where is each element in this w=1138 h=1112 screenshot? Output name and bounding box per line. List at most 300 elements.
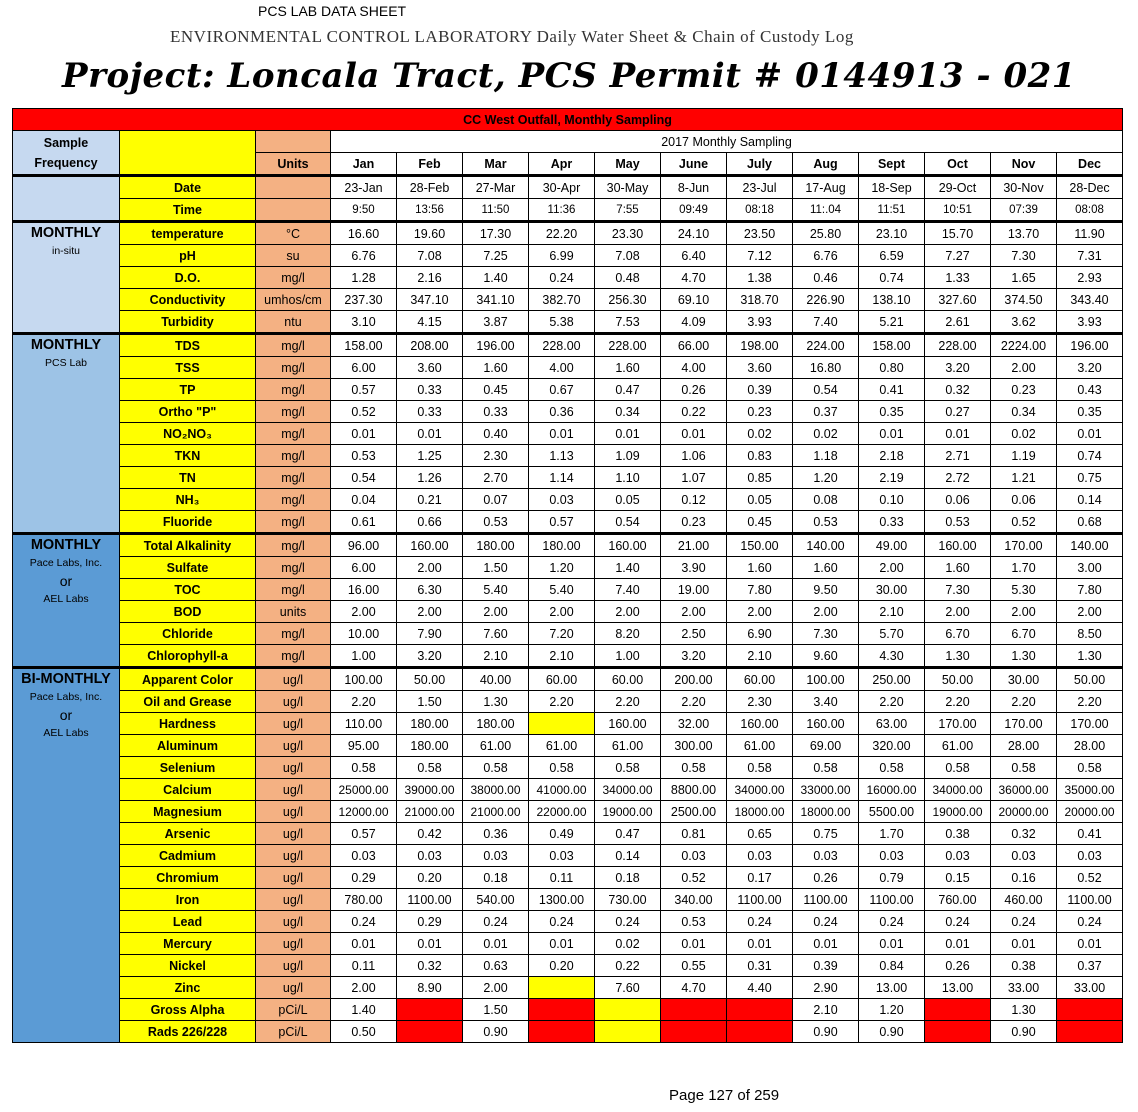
parameter-name: Apparent Color (120, 668, 256, 691)
value-cell: 237.30 (331, 289, 397, 311)
value-cell: 0.90 (991, 1021, 1057, 1043)
value-cell: 0.26 (661, 379, 727, 401)
value-cell: 0.65 (727, 823, 793, 845)
units-cell (256, 176, 331, 199)
value-cell: 1.00 (595, 645, 661, 668)
unit-cell: units (256, 601, 331, 623)
parameter-name: BOD (120, 601, 256, 623)
value-cell: 16.00 (331, 579, 397, 601)
value-cell: 2.71 (925, 445, 991, 467)
value-cell: 0.38 (991, 955, 1057, 977)
value-cell: 347.10 (397, 289, 463, 311)
value-cell: 196.00 (1057, 334, 1123, 357)
value-cell: 20000.00 (1057, 801, 1123, 823)
value-cell: 30.00 (859, 579, 925, 601)
value-cell: 374.50 (991, 289, 1057, 311)
value-cell: 382.70 (529, 289, 595, 311)
value-cell (727, 1021, 793, 1043)
date-cell: 28-Dec (1057, 176, 1123, 199)
value-cell: 0.03 (925, 845, 991, 867)
value-cell: 23.10 (859, 222, 925, 245)
value-cell: 2.20 (331, 691, 397, 713)
value-cell: 160.00 (595, 534, 661, 557)
value-cell: 0.01 (397, 933, 463, 955)
value-cell: 1.13 (529, 445, 595, 467)
unit-cell: mg/l (256, 489, 331, 511)
value-cell: 1.19 (991, 445, 1057, 467)
value-cell: 0.35 (1057, 401, 1123, 423)
value-cell: 224.00 (793, 334, 859, 357)
value-cell (595, 1021, 661, 1043)
value-cell: 6.76 (331, 245, 397, 267)
value-cell: 6.70 (991, 623, 1057, 645)
month-header: May (595, 153, 661, 176)
value-cell: 25000.00 (331, 779, 397, 801)
value-cell: 25.80 (793, 222, 859, 245)
value-cell: 1.40 (331, 999, 397, 1021)
value-cell: 327.60 (925, 289, 991, 311)
unit-cell: ug/l (256, 713, 331, 735)
value-cell: 0.32 (397, 955, 463, 977)
value-cell: 0.58 (331, 757, 397, 779)
value-cell: 0.43 (1057, 379, 1123, 401)
frequency-group (13, 222, 120, 334)
value-cell: 18000.00 (793, 801, 859, 823)
parameter-name: Cadmium (120, 845, 256, 867)
value-cell: 2.16 (397, 267, 463, 289)
time-cell: 11:51 (859, 199, 925, 222)
value-cell: 0.45 (727, 511, 793, 534)
unit-cell: ug/l (256, 911, 331, 933)
parameter-name: Calcium (120, 779, 256, 801)
time-cell: 7:55 (595, 199, 661, 222)
value-cell: 1.10 (595, 467, 661, 489)
value-cell: 3.10 (331, 311, 397, 334)
value-cell: 0.58 (991, 757, 1057, 779)
value-cell: 0.58 (463, 757, 529, 779)
value-cell: 33.00 (1057, 977, 1123, 999)
value-cell: 0.03 (727, 845, 793, 867)
value-cell: 2.10 (463, 645, 529, 668)
value-cell: 0.26 (793, 867, 859, 889)
unit-cell: mg/l (256, 379, 331, 401)
time-cell: 08:08 (1057, 199, 1123, 222)
unit-cell: ug/l (256, 845, 331, 867)
value-cell: 0.32 (991, 823, 1057, 845)
value-cell: 0.40 (463, 423, 529, 445)
value-cell: 8800.00 (661, 779, 727, 801)
value-cell: 33000.00 (793, 779, 859, 801)
value-cell: 0.32 (925, 379, 991, 401)
value-cell: 7.08 (595, 245, 661, 267)
value-cell: 7.30 (925, 579, 991, 601)
value-cell: 0.75 (793, 823, 859, 845)
value-cell: 0.03 (463, 845, 529, 867)
value-cell: 3.20 (397, 645, 463, 668)
value-cell: 0.24 (1057, 911, 1123, 933)
parameter-name: TKN (120, 445, 256, 467)
value-cell: 15.70 (925, 222, 991, 245)
value-cell: 18000.00 (727, 801, 793, 823)
value-cell: 9.60 (793, 645, 859, 668)
value-cell: 0.58 (859, 757, 925, 779)
units-header-blank (256, 131, 331, 153)
value-cell: 1.25 (397, 445, 463, 467)
month-header: June (661, 153, 727, 176)
parameter-name: Iron (120, 889, 256, 911)
value-cell: 5.30 (991, 579, 1057, 601)
parameter-name: Mercury (120, 933, 256, 955)
value-cell: 0.05 (595, 489, 661, 511)
value-cell: 0.16 (991, 867, 1057, 889)
value-cell: 2.00 (331, 601, 397, 623)
value-cell: 160.00 (397, 534, 463, 557)
value-cell: 2.00 (529, 601, 595, 623)
value-cell: 0.10 (859, 489, 925, 511)
value-cell: 22.20 (529, 222, 595, 245)
parameter-name: Chromium (120, 867, 256, 889)
value-cell: 1.14 (529, 467, 595, 489)
value-cell: 5.21 (859, 311, 925, 334)
value-cell: 19000.00 (925, 801, 991, 823)
value-cell: 0.03 (661, 845, 727, 867)
value-cell: 2.10 (529, 645, 595, 668)
value-cell: 96.00 (331, 534, 397, 557)
value-cell: 3.62 (991, 311, 1057, 334)
value-cell: 0.27 (925, 401, 991, 423)
value-cell (397, 999, 463, 1021)
value-cell: 0.24 (859, 911, 925, 933)
value-cell: 7.31 (1057, 245, 1123, 267)
frequency-group-title: MONTHLY (30, 537, 102, 553)
value-cell: 0.39 (727, 379, 793, 401)
value-cell: 0.20 (397, 867, 463, 889)
value-cell: 0.74 (859, 267, 925, 289)
frequency-header (13, 131, 120, 176)
value-cell: 0.29 (397, 911, 463, 933)
value-cell: 34000.00 (595, 779, 661, 801)
value-cell (397, 1021, 463, 1043)
value-cell: 0.58 (793, 757, 859, 779)
value-cell: 2.00 (991, 357, 1057, 379)
month-header: July (727, 153, 793, 176)
time-cell: 11:50 (463, 199, 529, 222)
parameter-name: Magnesium (120, 801, 256, 823)
parameter-name: NO₂NO₃ (120, 423, 256, 445)
value-cell: 1.06 (661, 445, 727, 467)
parameter-name: pH (120, 245, 256, 267)
value-cell: 28.00 (991, 735, 1057, 757)
parameter-name: TSS (120, 357, 256, 379)
value-cell: 4.00 (529, 357, 595, 379)
value-cell: 1.20 (859, 999, 925, 1021)
value-cell: 6.40 (661, 245, 727, 267)
value-cell: 50.00 (1057, 668, 1123, 691)
value-cell: 1100.00 (397, 889, 463, 911)
frequency-group-title: BI-MONTHLY (21, 671, 111, 687)
value-cell: 23.30 (595, 222, 661, 245)
value-cell: 0.90 (793, 1021, 859, 1043)
value-cell: 1.50 (397, 691, 463, 713)
value-cell: 69.00 (793, 735, 859, 757)
value-cell: 23.50 (727, 222, 793, 245)
value-cell: 0.42 (397, 823, 463, 845)
value-cell: 61.00 (595, 735, 661, 757)
value-cell: 0.33 (397, 379, 463, 401)
value-cell: 0.04 (331, 489, 397, 511)
value-cell: 8.50 (1057, 623, 1123, 645)
frequency-cell (13, 176, 120, 222)
value-cell: 0.58 (595, 757, 661, 779)
value-cell: 2.18 (859, 445, 925, 467)
time-cell: 11:36 (529, 199, 595, 222)
value-cell: 0.22 (595, 955, 661, 977)
value-cell: 200.00 (661, 668, 727, 691)
value-cell: 16.60 (331, 222, 397, 245)
value-cell: 0.24 (529, 911, 595, 933)
value-cell: 0.63 (463, 955, 529, 977)
value-cell: 0.58 (727, 757, 793, 779)
value-cell: 0.48 (595, 267, 661, 289)
time-cell: 9:50 (331, 199, 397, 222)
value-cell: 19.60 (397, 222, 463, 245)
value-cell (529, 977, 595, 999)
value-cell: 0.01 (529, 423, 595, 445)
value-cell: 2.20 (1057, 691, 1123, 713)
value-cell: 318.70 (727, 289, 793, 311)
value-cell: 170.00 (925, 713, 991, 735)
value-cell: 0.01 (463, 933, 529, 955)
value-cell: 0.47 (595, 379, 661, 401)
parameter-name: Selenium (120, 757, 256, 779)
parameter-name: NH₃ (120, 489, 256, 511)
frequency-group (13, 334, 120, 534)
value-cell: 21000.00 (463, 801, 529, 823)
time-cell: 13:56 (397, 199, 463, 222)
frequency-group-note: in-situ (51, 245, 80, 257)
value-cell: 1.09 (595, 445, 661, 467)
units-cell (256, 199, 331, 222)
date-cell: 30-Apr (529, 176, 595, 199)
value-cell: 2.00 (793, 601, 859, 623)
value-cell: 320.00 (859, 735, 925, 757)
value-cell: 0.03 (529, 845, 595, 867)
value-cell: 0.53 (331, 445, 397, 467)
value-cell: 1.20 (793, 467, 859, 489)
value-cell: 60.00 (529, 668, 595, 691)
value-cell: 3.87 (463, 311, 529, 334)
value-cell: 2224.00 (991, 334, 1057, 357)
value-cell: 13.00 (859, 977, 925, 999)
value-cell: 0.03 (991, 845, 1057, 867)
value-cell: 0.66 (397, 511, 463, 534)
value-cell: 138.10 (859, 289, 925, 311)
unit-cell: ug/l (256, 823, 331, 845)
value-cell: 0.14 (1057, 489, 1123, 511)
value-cell: 1.40 (463, 267, 529, 289)
value-cell: 16.80 (793, 357, 859, 379)
value-cell: 0.57 (331, 379, 397, 401)
value-cell: 2.00 (463, 977, 529, 999)
value-cell: 0.03 (529, 489, 595, 511)
value-cell: 8.20 (595, 623, 661, 645)
value-cell: 1.60 (727, 557, 793, 579)
value-cell: 170.00 (991, 713, 1057, 735)
value-cell: 180.00 (397, 713, 463, 735)
value-cell: 0.58 (661, 757, 727, 779)
parameter-name: Hardness (120, 713, 256, 735)
value-cell: 0.55 (661, 955, 727, 977)
value-cell: 1.50 (463, 999, 529, 1021)
frequency-group-note: or (59, 707, 73, 723)
value-cell: 0.58 (529, 757, 595, 779)
unit-cell: mg/l (256, 267, 331, 289)
value-cell: 3.20 (661, 645, 727, 668)
unit-cell: umhos/cm (256, 289, 331, 311)
frequency-group (13, 668, 120, 1043)
unit-cell: ug/l (256, 735, 331, 757)
year-title: 2017 Monthly Sampling (331, 131, 1123, 153)
value-cell: 0.12 (661, 489, 727, 511)
unit-cell: ug/l (256, 889, 331, 911)
unit-cell: ug/l (256, 977, 331, 999)
value-cell: 0.41 (1057, 823, 1123, 845)
time-cell: 08:18 (727, 199, 793, 222)
value-cell: 2.20 (661, 691, 727, 713)
date-cell: 27-Mar (463, 176, 529, 199)
value-cell: 3.20 (925, 357, 991, 379)
value-cell: 2.00 (463, 601, 529, 623)
month-header: Feb (397, 153, 463, 176)
frequency-group-title: MONTHLY (30, 225, 102, 241)
value-cell: 0.07 (463, 489, 529, 511)
value-cell: 1.30 (463, 691, 529, 713)
time-cell: 07:39 (991, 199, 1057, 222)
value-cell: 7.53 (595, 311, 661, 334)
value-cell: 50.00 (397, 668, 463, 691)
unit-cell: ug/l (256, 691, 331, 713)
value-cell: 7.40 (595, 579, 661, 601)
value-cell: 0.29 (331, 867, 397, 889)
parameter-name: TP (120, 379, 256, 401)
value-cell: 4.09 (661, 311, 727, 334)
value-cell: 540.00 (463, 889, 529, 911)
value-cell (661, 1021, 727, 1043)
value-cell: 0.23 (727, 401, 793, 423)
value-cell: 30.00 (991, 668, 1057, 691)
value-cell: 0.52 (661, 867, 727, 889)
value-cell: 0.01 (331, 423, 397, 445)
value-cell: 0.03 (793, 845, 859, 867)
value-cell: 228.00 (529, 334, 595, 357)
value-cell: 760.00 (925, 889, 991, 911)
value-cell: 2.00 (727, 601, 793, 623)
value-cell: 0.24 (991, 911, 1057, 933)
value-cell: 0.54 (793, 379, 859, 401)
value-cell: 2.20 (859, 691, 925, 713)
month-header: Jan (331, 153, 397, 176)
value-cell: 50.00 (925, 668, 991, 691)
value-cell: 0.01 (727, 933, 793, 955)
parameter-name: Lead (120, 911, 256, 933)
value-cell: 0.11 (331, 955, 397, 977)
value-cell: 60.00 (727, 668, 793, 691)
date-cell: 30-May (595, 176, 661, 199)
unit-cell: mg/l (256, 401, 331, 423)
value-cell: 0.52 (991, 511, 1057, 534)
value-cell: 0.90 (859, 1021, 925, 1043)
unit-cell: mg/l (256, 445, 331, 467)
value-cell (529, 999, 595, 1021)
unit-cell: ntu (256, 311, 331, 334)
value-cell: 0.26 (925, 955, 991, 977)
value-cell: 0.53 (463, 511, 529, 534)
value-cell: 7.30 (991, 245, 1057, 267)
unit-cell: mg/l (256, 511, 331, 534)
value-cell: 0.14 (595, 845, 661, 867)
value-cell: 2.50 (661, 623, 727, 645)
value-cell: 1.38 (727, 267, 793, 289)
value-cell (727, 999, 793, 1021)
value-cell: 1.30 (925, 645, 991, 668)
value-cell: 7.25 (463, 245, 529, 267)
value-cell: 7.40 (793, 311, 859, 334)
unit-cell: ug/l (256, 867, 331, 889)
value-cell: 0.01 (661, 933, 727, 955)
value-cell: 0.52 (1057, 867, 1123, 889)
value-cell: 2.20 (925, 691, 991, 713)
value-cell: 2.20 (595, 691, 661, 713)
value-cell: 0.01 (661, 423, 727, 445)
value-cell: 170.00 (991, 534, 1057, 557)
unit-cell: ug/l (256, 955, 331, 977)
value-cell: 2.00 (397, 557, 463, 579)
value-cell: 1300.00 (529, 889, 595, 911)
value-cell: 0.52 (331, 401, 397, 423)
value-cell: 0.01 (991, 933, 1057, 955)
value-cell: 0.15 (925, 867, 991, 889)
value-cell: 0.53 (925, 511, 991, 534)
value-cell: 0.24 (727, 911, 793, 933)
value-cell: 2.00 (859, 557, 925, 579)
value-cell: 0.24 (925, 911, 991, 933)
value-cell: 0.36 (463, 823, 529, 845)
value-cell: 0.01 (859, 423, 925, 445)
value-cell: 13.00 (925, 977, 991, 999)
value-cell: 5.38 (529, 311, 595, 334)
value-cell: 0.01 (793, 933, 859, 955)
lab-title: ENVIRONMENTAL CONTROL LABORATORY Daily Water Sheet & Chain of Custody Log (170, 27, 854, 46)
value-cell: 1100.00 (793, 889, 859, 911)
value-cell: 34000.00 (925, 779, 991, 801)
value-cell: 4.15 (397, 311, 463, 334)
value-cell: 1.00 (331, 645, 397, 668)
value-cell: 2500.00 (661, 801, 727, 823)
value-cell: 2.00 (991, 601, 1057, 623)
value-cell: 1.30 (1057, 645, 1123, 668)
value-cell: 7.90 (397, 623, 463, 645)
value-cell: 0.37 (793, 401, 859, 423)
project-title: Project: Loncala Tract, PCS Permit # 0144913 - 021 (62, 56, 1076, 96)
value-cell: 0.23 (991, 379, 1057, 401)
value-cell: 2.00 (331, 977, 397, 999)
date-cell: 28-Feb (397, 176, 463, 199)
value-cell: 2.10 (793, 999, 859, 1021)
value-cell: 1.33 (925, 267, 991, 289)
value-cell: 95.00 (331, 735, 397, 757)
parameter-name: Rads 226/228 (120, 1021, 256, 1043)
value-cell: 0.02 (595, 933, 661, 955)
